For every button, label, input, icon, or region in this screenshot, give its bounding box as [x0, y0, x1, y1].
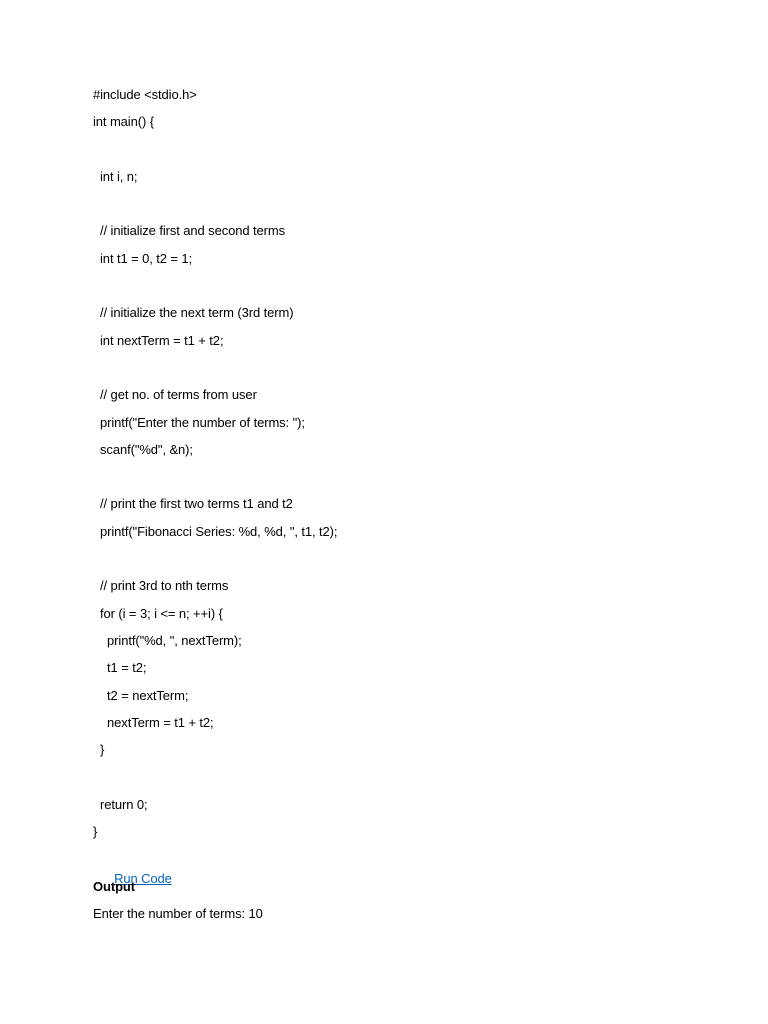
code-line: int main() { [93, 114, 154, 130]
code-line: // print the first two terms t1 and t2 [93, 496, 293, 512]
code-line: printf("Fibonacci Series: %d, %d, ", t1, t2); [93, 523, 338, 539]
code-line: return 0; [93, 796, 148, 812]
code-line [93, 467, 693, 494]
code-line: printf("%d, ", nextTerm); [93, 632, 242, 648]
run-code-link[interactable]: Run Code [114, 871, 172, 887]
code-line: // print 3rd to nth terms [93, 578, 229, 594]
code-line: int t1 = 0, t2 = 1; [93, 250, 193, 266]
code-line: printf("Enter the number of terms: "); [93, 414, 305, 430]
code-line: } [93, 742, 105, 758]
document-body [93, 85, 693, 931]
output-text: Enter the number of terms: 10 [93, 905, 263, 921]
code-line: scanf("%d", &n); [93, 441, 193, 457]
code-line [93, 549, 693, 576]
code-line [93, 194, 693, 221]
code-line [93, 276, 693, 303]
code-line [93, 358, 693, 385]
code-line: } [93, 824, 98, 840]
code-line: nextTerm = t1 + t2; [93, 714, 214, 730]
code-block [93, 85, 693, 849]
code-line: t1 = t2; [93, 660, 147, 676]
code-line [93, 140, 693, 167]
code-line: int nextTerm = t1 + t2; [93, 332, 224, 348]
code-line: int i, n; [93, 168, 138, 184]
code-line: t2 = nextTerm; [93, 687, 189, 703]
code-line: // initialize first and second terms [93, 223, 286, 239]
code-line: for (i = 3; i <= n; ++i) { [93, 605, 223, 621]
code-line: #include <stdio.h> [93, 87, 197, 102]
code-line: // initialize the next term (3rd term) [93, 305, 294, 321]
code-line: // get no. of terms from user [93, 387, 257, 403]
code-line [93, 767, 693, 794]
output-heading: Output [93, 878, 135, 894]
